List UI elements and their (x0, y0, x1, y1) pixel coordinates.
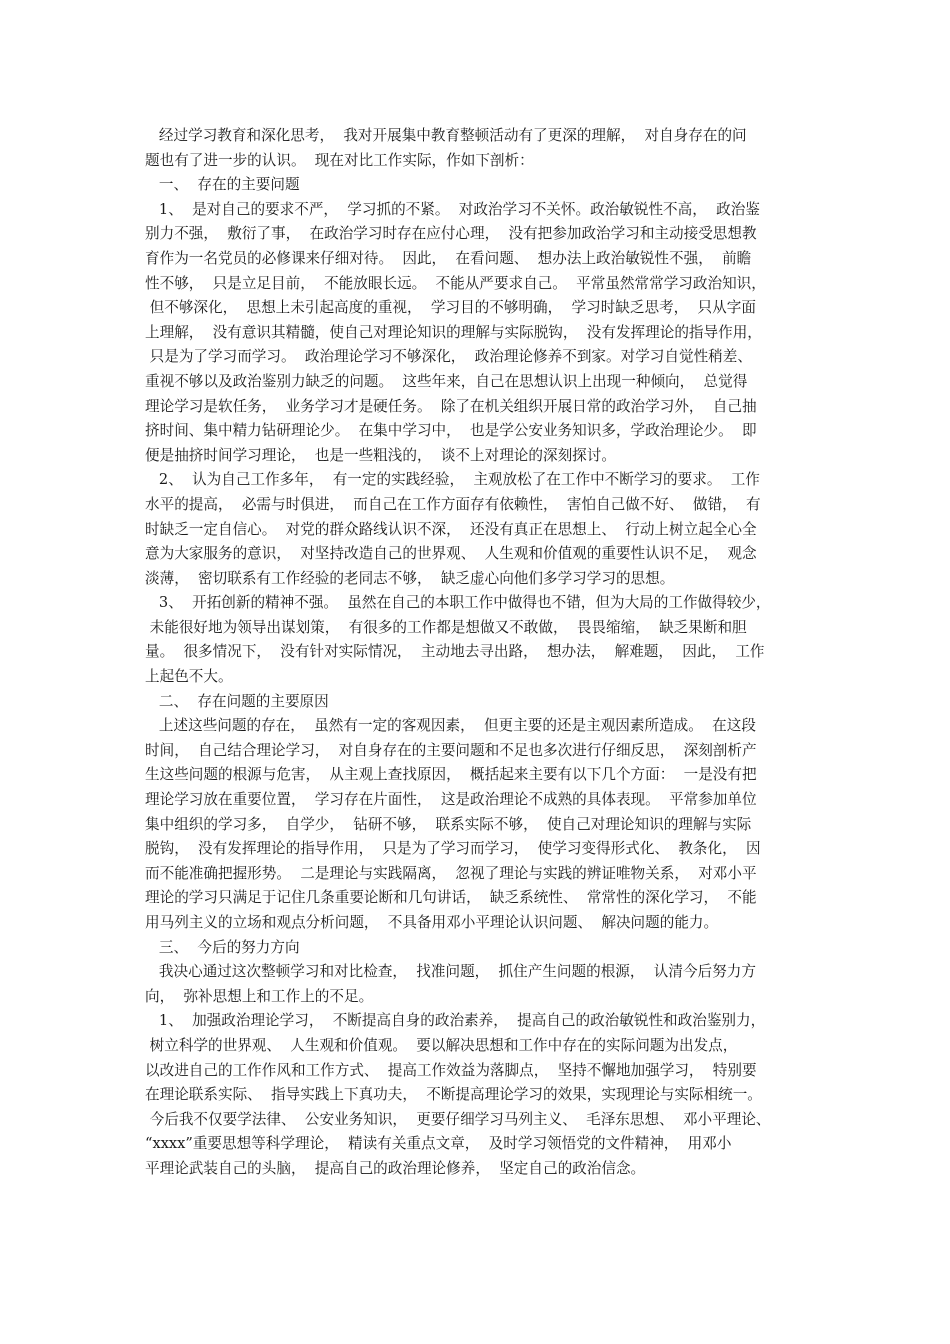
text-line: 平理论武装自己的头脑， 提高自己的政治理论修养， 坚定自己的政治信念。 (145, 1159, 646, 1177)
text-line: 经过学习教育和深化思考， 我对开展集中教育整顿活动有了更深的理解， 对自身存在的问 (145, 127, 747, 144)
text-line: 便是抽挤时间学习理论， 也是一些粗浅的， 谈不上对理论的深刻探讨。 (145, 446, 616, 464)
text-line: 育作为一名党员的必修课来仔细对待。 因此， 在看问题、 想办法上政治敏锐性不强， 前瞻 (145, 249, 752, 267)
text-line: 1、 加强政治理论学习， 不断提高自身的政治素养， 提高自己的政治敏锐性和政治鉴别力， (145, 1012, 766, 1030)
text-line: 只是为了学习而学习。 政治理论学习不够深化， 政治理论修养不到家。对学习自觉性稍差、 (145, 348, 752, 366)
text-line: 树立科学的世界观、 人生观和价值观。 要以解决思想和工作中存在的实际问题为出发点， (145, 1036, 738, 1054)
section-heading: 一、 存在的主要问题 (145, 176, 300, 194)
text-line: 性不够， 只是立足目前， 不能放眼长远。 不能从严要求自己。 平常虽然常常学习政治知识， (145, 274, 766, 292)
text-line: 时间， 自己结合理论学习， 对自身存在的主要问题和不足也多次进行仔细反思， 深刻剖析产 (145, 741, 757, 759)
text-line: 挤时间、集中精力钻研理论少。 在集中学习中， 也是学公安业务知识多，学政治理论少。 即 (145, 422, 757, 440)
text-line: 以改进自己的工作作风和工作方式、 提高工作效益为落脚点， 坚持不懈地加强学习， 特别要 (145, 1061, 757, 1079)
text-line: 上理解， 没有意识其精髓，使自己对理论知识的理解与实际脱钩， 没有发挥理论的指导作用， (145, 323, 762, 341)
text-line: 集中组织的学习多， 自学少， 钻研不够， 联系实际不够， 使自己对理论知识的理解与实际 (145, 815, 752, 833)
text-line: 我决心通过这次整顿学习和对比检查， 找准问题， 抓住产生问题的根源， 认清今后努力方 (145, 963, 756, 981)
text-line: 上述这些问题的存在， 虽然有一定的客观因素， 但更主要的还是主观因素所造成。 在这段 (145, 717, 756, 735)
text-line: 理论的学习只满足于记住几条重要论断和几句讲话， 缺乏系统性、 常常性的深化学习， 不能 (145, 889, 757, 907)
text-line: 意为大家服务的意识， 对坚持改造自己的世界观、 人生观和价值观的重要性认识不足， 观念 (145, 545, 757, 563)
text-line: 2、 认为自己工作多年， 有一定的实践经验， 主观放松了在工作中不断学习的要求。 工作 (145, 471, 760, 489)
text-line: 理论学习是软任务， 业务学习才是硬任务。 除了在机关组织开展日常的政治学习外， 自己抽 (145, 397, 757, 415)
text-line: 向， 弥补思想上和工作上的不足。 (145, 987, 374, 1005)
text-line: 重视不够以及政治鉴别力缺乏的问题。 这些年来，自己在思想认识上出现一种倾向， 总觉得 (145, 372, 748, 390)
text-line: 脱钩， 没有发挥理论的指导作用， 只是为了学习而学习， 使学习变得形式化、 教条化， 因 (145, 840, 761, 858)
text-line: 在理论联系实际、 指导实践上下真功夫， 不断提高理论学习的效果，实现理论与实际相统一。 (145, 1086, 762, 1104)
text-line: 水平的提高， 必需与时俱进， 而自己在工作方面存有依赖性， 害怕自己做不好、 做错， 有 (145, 495, 761, 513)
text-line: 而不能准确把握形势。 二是理论与实践隔离， 忽视了理论与实践的辨证唯物关系， 对邓小平 (145, 864, 757, 882)
text-line: 3、 开拓创新的精神不强。 虽然在自己的本职工作中做得也不错，但为大局的工作做得较少， (145, 594, 771, 612)
text-line: 未能很好地为领导出谋划策， 有很多的工作都是想做又不敢做， 畏畏缩缩， 缺乏果断和胆 (145, 618, 747, 636)
text-line: 但不够深化， 思想上未引起高度的重视， 学习目的不够明确， 学习时缺乏思考， 只从字面 (145, 299, 756, 317)
text-line: 量。 很多情况下， 没有针对实际情况， 主动地去寻出路， 想办法， 解难题， 因此， 工作 (145, 643, 765, 661)
text-line: 淡薄， 密切联系有工作经验的老同志不够， 缺乏虚心向他们多学习学习的思想。 (145, 569, 675, 587)
text-line: 题也有了进一步的认识。 现在对比工作实际，作如下剖析： (145, 151, 534, 169)
text-line: “xxxx”重要思想等科学理论， 精读有关重点文章， 及时学习领悟党的文件精神， 用邓小 (145, 1135, 732, 1153)
text-line: 今后我不仅要学法律、 公安业务知识， 更要仔细学习马列主义、 毛泽东思想、 邓小平理论、 (145, 1110, 771, 1128)
section-heading: 二、 存在问题的主要原因 (145, 692, 329, 710)
text-line: 别力不强， 敷衍了事， 在政治学习时存在应付心理， 没有把参加政治学习和主动接受思想教 (145, 225, 757, 243)
section-heading: 三、 今后的努力方向 (145, 938, 300, 956)
text-line: 用马列主义的立场和观点分析问题， 不具备用邓小平理论认识问题、 解决问题的能力。 (145, 914, 719, 931)
document-body (145, 124, 815, 1182)
text-line: 时缺乏一定自信心。 对党的群众路线认识不深， 还没有真正在思想上、 行动上树立起全心全 (145, 520, 757, 538)
text-line: 1、 是对自己的要求不严， 学习抓的不紧。 对政治学习不关怀。政治敏锐性不高， 政治鉴 (145, 200, 760, 218)
text-line: 生这些问题的根源与危害， 从主观上查找原因， 概括起来主要有以下几个方面： 一是没有把 (145, 766, 757, 784)
text-line: 理论学习放在重要位置， 学习存在片面性， 这是政治理论不成熟的具体表现。 平常参加单位 (145, 791, 757, 809)
text-line: 上起色不大。 (145, 668, 233, 686)
